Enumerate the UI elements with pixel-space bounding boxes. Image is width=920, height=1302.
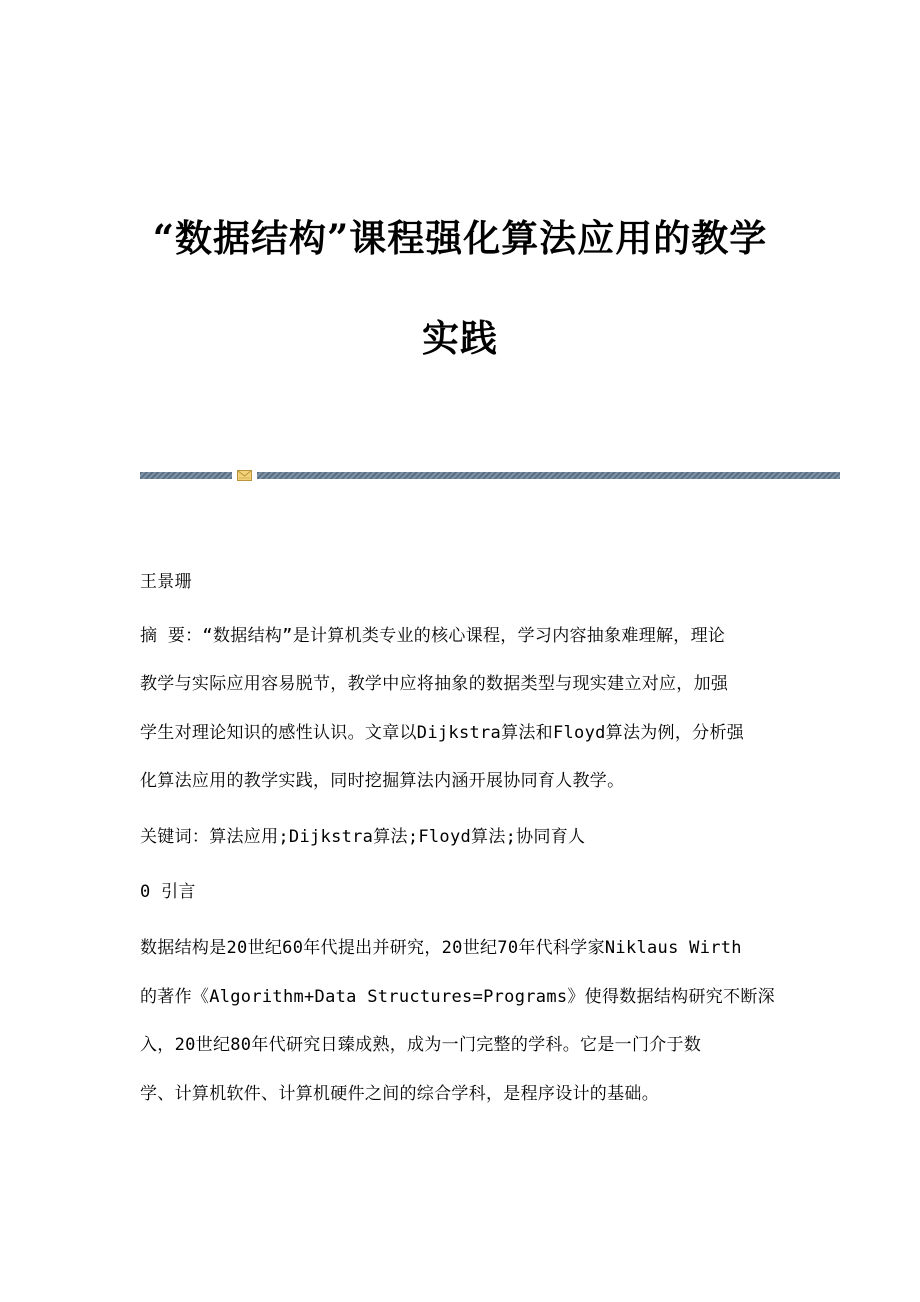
paragraph-line: 学、计算机软件、计算机硬件之间的综合学科，是程序设计的基础。 bbox=[140, 1084, 659, 1104]
divider-bar-left bbox=[140, 472, 232, 479]
abstract-line: 教学与实际应用容易脱节，教学中应将抽象的数据类型与现实建立对应，加强 bbox=[140, 674, 729, 694]
title-divider bbox=[140, 470, 840, 480]
envelope-icon bbox=[237, 470, 252, 481]
paragraph-line: 入，20世纪80年代研究日臻成熟，成为一门完整的学科。它是一门介于数 bbox=[140, 1035, 702, 1055]
paragraph-line: 数据结构是20世纪60年代提出并研究，20世纪70年代科学家Niklaus Wirth bbox=[140, 938, 742, 958]
section-heading: 0 引言 bbox=[140, 882, 196, 902]
abstract-line: 学生对理论知识的感性认识。文章以Dijkstra算法和Floyd算法为例，分析强 bbox=[140, 723, 745, 743]
abstract-line: 摘 要：“数据结构”是计算机类专业的核心课程，学习内容抽象难理解，理论 bbox=[140, 626, 726, 646]
document-title-line-1: “数据结构”课程强化算法应用的教学 bbox=[152, 216, 768, 260]
keywords: 关键词：算法应用;Dijkstra算法;Floyd算法;协同育人 bbox=[140, 827, 586, 847]
abstract-line: 化算法应用的教学实践，同时挖掘算法内涵开展协同育人教学。 bbox=[140, 771, 625, 791]
document-title-line-2: 实践 bbox=[422, 316, 498, 360]
divider-bar-right bbox=[257, 472, 840, 479]
author-name: 王景珊 bbox=[140, 572, 192, 592]
paragraph-line: 的著作《Algorithm+Data Structures=Programs》使得数据结构研究不断深 bbox=[140, 987, 775, 1007]
